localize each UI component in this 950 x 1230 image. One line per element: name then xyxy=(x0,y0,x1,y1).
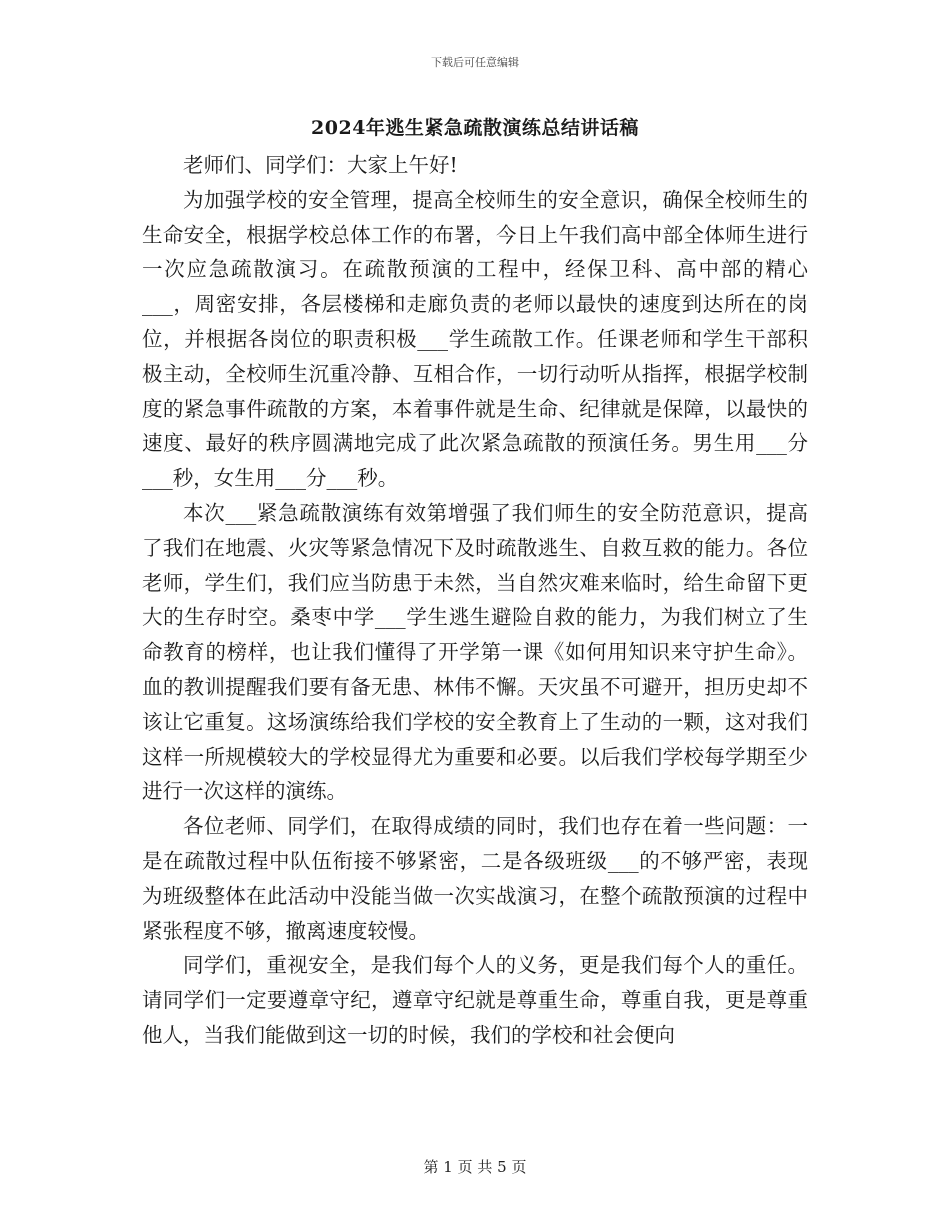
document-title: 2024年逃生紧急疏散演练总结讲话稿 xyxy=(311,117,639,139)
paragraph-3: 各位老师、同学们，在取得成绩的同时，我们也存在着一些问题：一是在疏散过程中队伍衔接不够紧密，二是各级班级___的不够严密，表现为班级整体在此活动中没能当做一次实战演习，在整个疏散预演的过程中紧张程度不够，撤离速度较慢。 xyxy=(142,814,808,943)
paragraph-1: 为加强学校的安全管理，提高全校师生的安全意识，确保全校师生的生命安全，根据学校总体工作的布署，今日上午我们高中部全体师生进行一次应急疏散演习。在疏散预演的工程中，经保卫科、高中部的精心___，周密安排，各层楼梯和走廊负责的老师以最快的速度到达所在的岗位，并根据各岗位的职责积极___学生疏散工作。任课老师和学生干部积极主动，全校师生沉重冷静、互相合作，一切行动听从指挥，根据学校制度的紧急事件疏散的方案，本着事件就是生命、纪律就是保障，以最快的速度、最好的秩序圆满地完成了此次紧急疏散的预演任务。男生用___分___秒，女生用___分___秒。 xyxy=(142,187,808,491)
paragraph-greeting: 老师们、同学们：大家上午好! xyxy=(183,153,458,177)
paragraph-4: 同学们，重视安全，是我们每个人的义务，更是我们每个人的重任。请同学们一定要遵章守纪，遵章守纪就是尊重生命，尊重自我，更是尊重他人，当我们能做到这一切的时候，我们的学校和社会便向 xyxy=(142,953,808,1047)
page-indicator: 第 1 页 共 5 页 xyxy=(423,1158,527,1176)
paragraph-2: 本次___紧急疏散演练有效第增强了我们师生的安全防范意识，提高了我们在地震、火灾等紧急情况下及时疏散逃生、自救互救的能力。各位老师，学生们，我们应当防患于未然，当自然灾难来临时，给生命留下更大的生存时空。桑枣中学___学生逃生避险自救的能力，为我们树立了生命教育的榜样，也让我们懂得了开学第一课《如何用知识来守护生命》。血的教训提醒我们要有备无患、林伟不懈。天灾虽不可避开，担历史却不该让它重复。这场演练给我们学校的安全教育上了生动的一颗，这对我们这样一所规模较大的学校显得尤为重要和必要。以后我们学校每学期至少进行一次这样的演练。 xyxy=(142,500,808,804)
header-note: 下载后可任意编辑 xyxy=(431,56,519,69)
document-body xyxy=(142,148,808,1053)
